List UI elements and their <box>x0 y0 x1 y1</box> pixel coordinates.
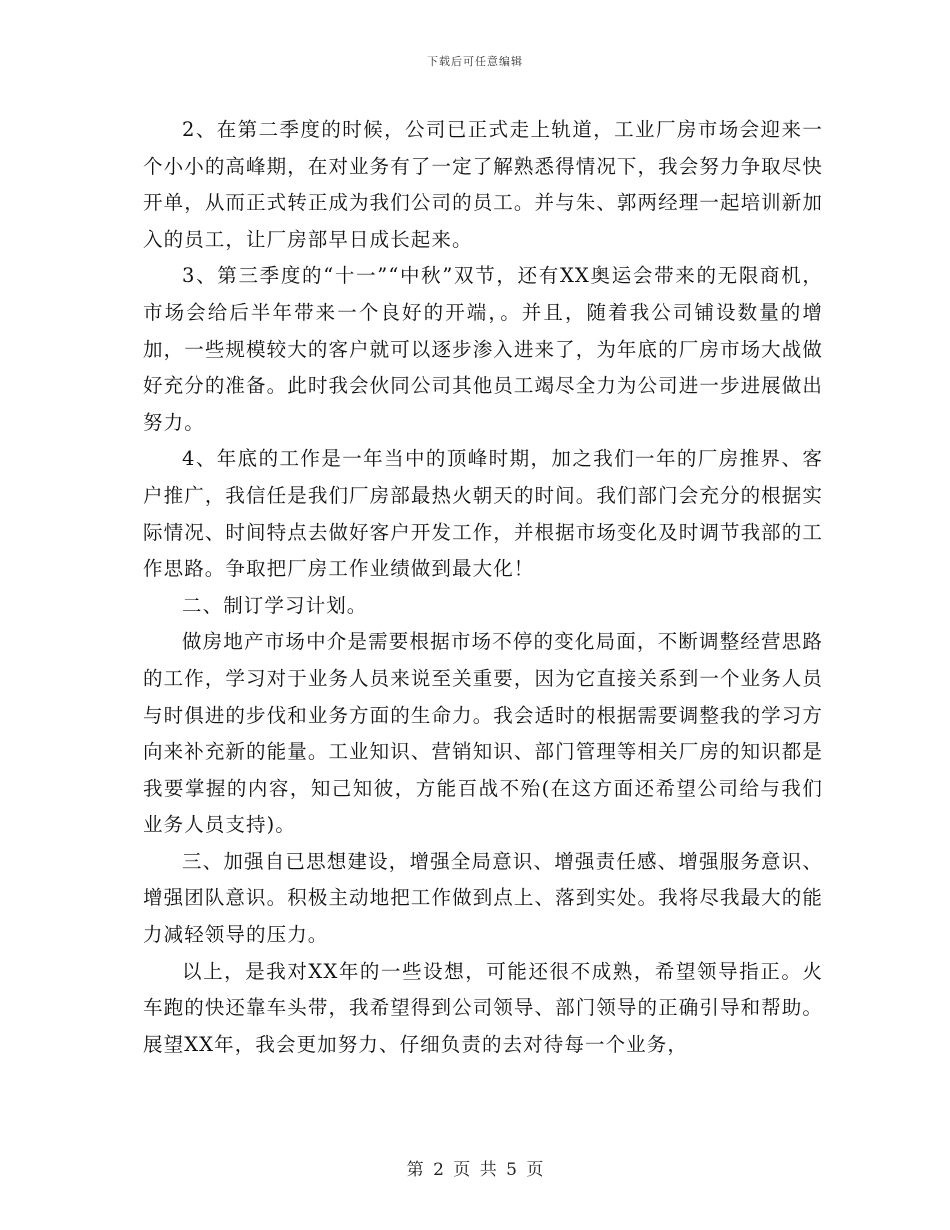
paragraph-study-plan: 做房地产市场中介是需要根据市场不停的变化局面，不断调整经营思路的工作，学习对于业务人员来说至关重要，因为它直接关系到一个业务人员与时俱进的步伐和业务方面的生命力。我会适时的根据需要调整我的学习方向来补充新的能量。工业知识、营销知识、部门管理等相关厂房的知识都是我要掌握的内容，知己知彼，方能百战不殆(在这方面还希望公司给与我们业务人员支持)。 <box>143 630 823 837</box>
page-header: 下载后可任意编辑 <box>427 55 523 68</box>
paragraph-q3-plan: 3、第三季度的“十一”“中秋”双节，还有XX奥运会带来的无限商机，市场会给后半年带来一个良好的开端，。并且，随着我公司铺设数量的增加，一些规模较大的客户就可以逐步渗入进来了，为年底的厂房市场大战做好充分的准备。此时我会伙同公司其他员工竭尽全力为公司进一步进展做出努力。 <box>143 264 823 434</box>
section-heading-study-plan: 二、制订学习计划。 <box>182 593 368 617</box>
paragraph-conclusion: 以上，是我对XX年的一些设想，可能还很不成熟，希望领导指正。火车跑的快还靠车头带，我希望得到公司领导、部门领导的正确引导和帮助。展望XX年，我会更加努力、仔细负责的去对待每一个业务， <box>143 959 823 1056</box>
paragraph-self-improvement: 三、加强自已思想建设，增强全局意识、增强责任感、增强服务意识、增强团队意识。积极主动地把工作做到点上、落到实处。我将尽我最大的能力减轻领导的压力。 <box>143 849 823 947</box>
paragraph-year-end-plan: 4、年底的工作是一年当中的顶峰时期，加之我们一年的厂房推界、客户推广，我信任是我们厂房部最热火朝天的时间。我们部门会充分的根据实际情况、时间特点去做好客户开发工作，并根据市场变化及时调节我部的工作思路。争取把厂房工作业绩做到最大化！ <box>143 447 823 581</box>
document-body <box>143 112 823 1063</box>
page-number-footer: 第 2 页 共 5 页 <box>406 1160 544 1180</box>
paragraph-q2-plan: 2、在第二季度的时候，公司已正式走上轨道，工业厂房市场会迎来一个小小的高峰期，在对业务有了一定了解熟悉得情况下，我会努力争取尽快开单，从而正式转正成为我们公司的员工。并与朱、郭两经理一起培训新加入的员工，让厂房部早日成长起来。 <box>143 118 823 251</box>
